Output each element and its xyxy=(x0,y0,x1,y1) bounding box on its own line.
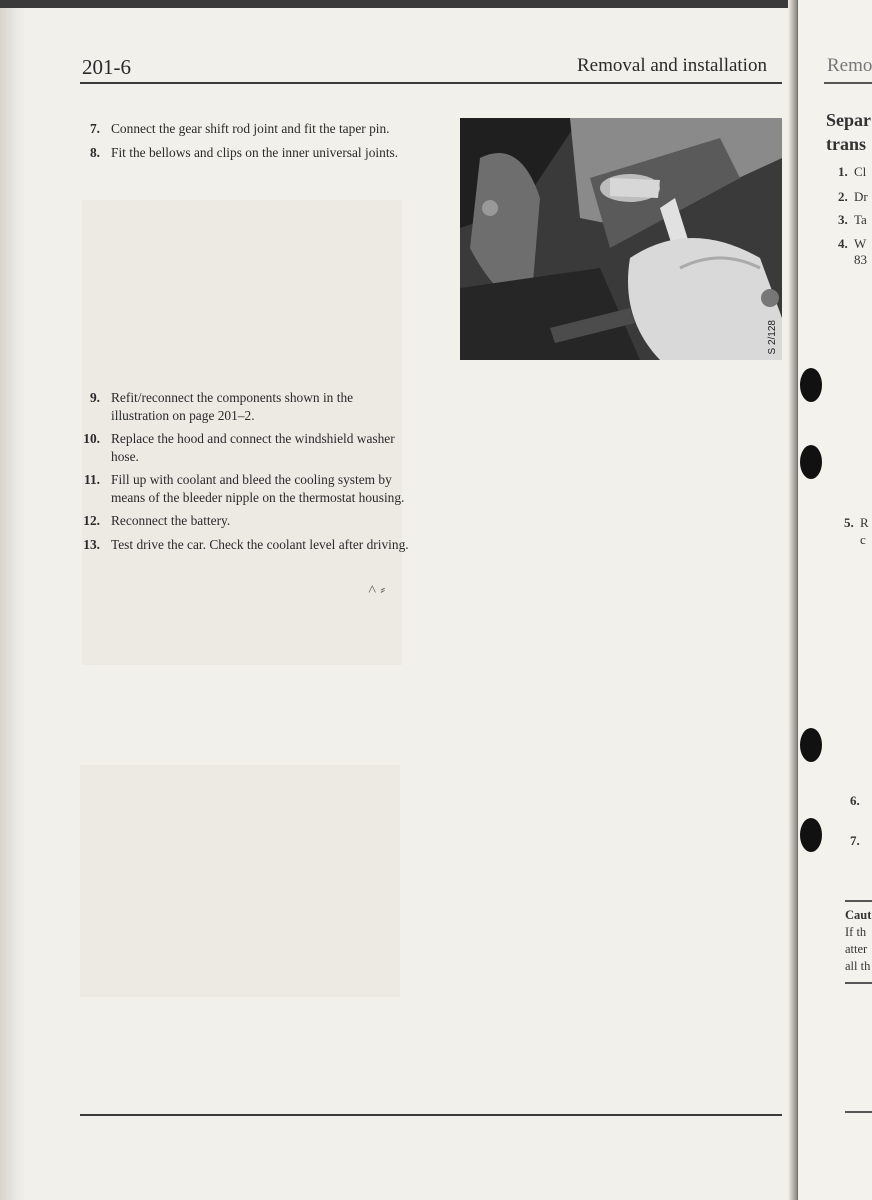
facing-step-text: Cl xyxy=(854,164,867,179)
step-text: Refit/reconnect the components shown in the illustration on page 201–2. xyxy=(111,390,354,423)
page-number: 201-6 xyxy=(82,55,131,79)
facing-step-number: 7. xyxy=(850,833,860,848)
photo-illustration xyxy=(460,118,782,360)
facing-step-text: 83 xyxy=(854,252,867,267)
step-item xyxy=(78,389,412,424)
facing-step xyxy=(838,236,866,252)
facing-step-text: Ta xyxy=(854,212,867,227)
facing-step-number: 3. xyxy=(838,212,848,227)
bleed-through-region xyxy=(80,765,400,997)
step-text: Fill up with coolant and bleed the cooling system by means of the bleeder nipple on the thermostat housing. xyxy=(111,472,405,505)
caution-box xyxy=(845,907,871,975)
step-text: Connect the gear shift rod joint and fit the taper pin. xyxy=(111,121,390,136)
stray-pencil-mark: ˄ ⸗ xyxy=(368,582,386,598)
caution-line: all th xyxy=(845,959,871,973)
gearbox-photo xyxy=(460,118,782,360)
step-item xyxy=(78,430,412,465)
step-text: Replace the hood and connect the windshield washer hose. xyxy=(111,431,395,464)
facing-page-title: Remo xyxy=(827,55,872,76)
step-number: 11. xyxy=(84,472,100,487)
step-number: 12. xyxy=(83,513,100,528)
caution-line: If th xyxy=(845,925,867,939)
binding-shadow xyxy=(0,0,26,1200)
facing-page-rule xyxy=(824,82,872,84)
step-number: 9. xyxy=(89,390,100,405)
facing-step xyxy=(838,252,867,268)
punch-hole-shadow xyxy=(800,818,822,852)
step-item xyxy=(78,536,412,554)
facing-page xyxy=(798,0,872,1200)
facing-step-number: 5. xyxy=(844,515,854,530)
step-number: 7. xyxy=(89,121,100,136)
step-number: 13. xyxy=(83,536,100,552)
facing-step xyxy=(838,212,867,228)
caution-line: atter xyxy=(845,942,868,956)
facing-step xyxy=(850,793,866,809)
caution-line: Caut xyxy=(845,908,872,922)
facing-step-number: 2. xyxy=(838,189,848,204)
photo-reference-code: S 2/128 xyxy=(767,319,778,354)
facing-step-text: c xyxy=(860,532,866,547)
step-list-top xyxy=(78,120,412,167)
step-item xyxy=(78,120,412,138)
facing-step-number: 1. xyxy=(838,164,848,179)
footer-rule xyxy=(80,1114,782,1116)
facing-page-heading: Separ xyxy=(826,110,871,130)
step-item xyxy=(78,471,412,506)
punch-hole-shadow xyxy=(800,368,822,402)
step-text: Fit the bellows and clips on the inner universal joints. xyxy=(111,144,399,160)
facing-footer-rule xyxy=(845,1111,872,1113)
facing-step xyxy=(838,164,866,180)
section-title: Removal and installation xyxy=(577,55,767,76)
facing-step-text: R xyxy=(860,515,869,530)
step-item xyxy=(78,512,412,530)
facing-step-text: W xyxy=(854,236,867,251)
facing-step-text: Dr xyxy=(854,189,868,204)
facing-page-heading: trans xyxy=(826,134,866,154)
caution-rule xyxy=(845,982,872,984)
step-item xyxy=(78,144,412,162)
punch-hole-shadow xyxy=(800,445,822,479)
facing-step xyxy=(850,833,866,849)
facing-step-number: 4. xyxy=(838,236,848,251)
facing-step xyxy=(844,532,866,548)
header-rule xyxy=(80,82,782,84)
caution-rule xyxy=(845,900,872,902)
step-text: Test drive the car. Check the coolant level after driving. xyxy=(111,536,409,552)
step-number: 10. xyxy=(83,431,100,446)
facing-step xyxy=(844,515,869,531)
page-top-edge xyxy=(0,0,872,8)
step-number: 8. xyxy=(89,144,100,160)
step-list-bottom xyxy=(78,389,412,559)
facing-step-number: 6. xyxy=(850,793,860,808)
facing-step xyxy=(838,189,868,205)
punch-hole-shadow xyxy=(800,728,822,762)
step-text: Reconnect the battery. xyxy=(111,513,231,528)
